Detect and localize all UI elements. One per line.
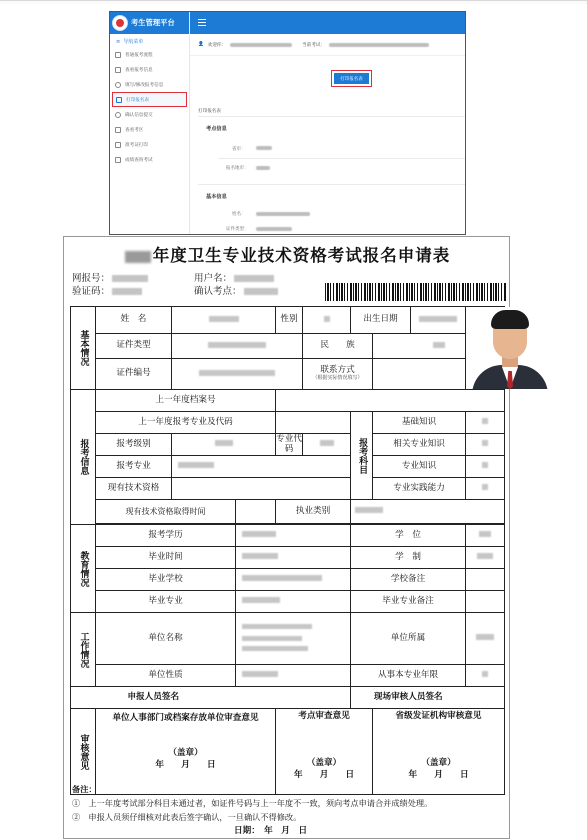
sidebar-item-label: 确认信息提交 xyxy=(125,112,153,118)
welcome-value xyxy=(230,43,292,47)
name-label: 姓名： xyxy=(232,212,246,217)
degree-label: 学 位 xyxy=(351,525,466,547)
last-year-major-value xyxy=(276,412,351,434)
photo-cell xyxy=(466,307,505,390)
edu-degree-value xyxy=(236,525,351,547)
subject-related-value xyxy=(466,434,505,456)
exam-level-label: 报考级别 xyxy=(96,434,172,456)
divider xyxy=(198,116,465,117)
grad-major-value xyxy=(236,591,351,613)
applicant-photo xyxy=(466,307,554,389)
school-system-value xyxy=(466,547,505,569)
review-unit-date: 年 月 日 xyxy=(155,759,216,770)
sidebar-item-process[interactable] xyxy=(110,47,189,62)
subject-major-label: 专业知识 xyxy=(373,456,466,478)
current-qual-time-value xyxy=(236,500,276,524)
id-type-value xyxy=(172,334,303,359)
subject-major-value xyxy=(466,456,505,478)
province-label: 省市： xyxy=(232,147,246,152)
years-in-major-label: 从事本专业年限 xyxy=(351,665,466,687)
unit-name-value xyxy=(236,613,351,665)
contact-label xyxy=(303,359,373,390)
application-form xyxy=(63,236,510,839)
contact-label-text: 联系方式 xyxy=(320,365,355,376)
basic-section-label: 基本情况 xyxy=(71,307,96,390)
review-province-date: 年 月 日 xyxy=(408,769,469,780)
province-value xyxy=(256,146,272,150)
review-province-label: 省级发证机构审核意见 xyxy=(395,711,482,721)
subject-related-label: 相关专业知识 xyxy=(373,434,466,456)
site-value xyxy=(256,166,270,170)
user-icon: 👤 xyxy=(198,42,204,47)
unit-belong-label: 单位所属 xyxy=(351,613,466,665)
year-redacted xyxy=(125,251,151,263)
grad-major-note-value xyxy=(466,591,505,613)
username-label: 用户名： xyxy=(194,273,233,284)
nav-header xyxy=(110,36,189,47)
subject-basic-value xyxy=(466,412,505,434)
sidebar-item-confirm[interactable] xyxy=(110,107,189,122)
list-icon xyxy=(115,67,121,73)
review-section-label: 审核意见 xyxy=(71,709,96,795)
username xyxy=(194,270,274,284)
birthdate-value xyxy=(411,307,466,334)
sidebar-item-view-info[interactable] xyxy=(110,62,189,77)
current-qual-time-label: 现有技术资格取得时间 xyxy=(96,500,236,524)
grad-major-note-label: 毕业专业备注 xyxy=(351,591,466,613)
breadcrumb: 打印报名表 xyxy=(198,109,221,114)
current-qual-label: 现有技术资格 xyxy=(96,478,172,500)
sidebar-item-exam-area[interactable] xyxy=(110,122,189,137)
review-unit-label: 单位人事部门或档案存放单位审查意见 xyxy=(112,713,259,723)
welcome-label: 欢迎你： xyxy=(207,42,227,48)
notes-title: 备注： xyxy=(72,784,97,794)
net-no-value xyxy=(112,275,148,282)
years-in-major-value xyxy=(466,665,505,687)
chart-icon xyxy=(115,157,121,163)
sidebar-item-label: 成绩查询考试 xyxy=(125,157,153,163)
subject-practice-value xyxy=(466,478,505,500)
unit-nature-label: 单位性质 xyxy=(96,665,236,687)
user-info-bar xyxy=(190,34,465,56)
id-type-label: 证件类型 xyxy=(96,334,172,359)
net-no-label: 网报号： xyxy=(72,273,111,284)
grad-major-label: 毕业专业 xyxy=(96,591,236,613)
major-code-label: 专业代码 xyxy=(276,433,302,454)
major-code-value xyxy=(303,434,351,456)
birthdate-label: 出生日期 xyxy=(351,307,411,334)
notes xyxy=(72,782,432,824)
portal-screenshot xyxy=(109,11,466,235)
confirm-site xyxy=(194,283,278,297)
exam-major-label: 报考专业 xyxy=(96,456,172,478)
school-note-value xyxy=(466,569,505,591)
logo-icon xyxy=(112,15,128,31)
current-qual-value xyxy=(172,478,351,500)
sidebar-item-label: 查看报考信息 xyxy=(125,67,153,73)
id-type-label: 证件类型： xyxy=(226,227,249,232)
sidebar-item-print-form[interactable] xyxy=(112,92,187,107)
subject-practice-label: 专业实践能力 xyxy=(373,478,466,500)
site-label: 报名地市： xyxy=(226,166,249,171)
form-title-text: 年度卫生专业技术资格考试报名申请表 xyxy=(152,246,451,265)
applicant-sign-label: 申报人员签名 xyxy=(71,687,236,709)
print-form-button[interactable]: 打印报名表 xyxy=(334,73,369,84)
sidebar-item-label: 准考证打印 xyxy=(125,142,148,148)
verify-label: 验证码： xyxy=(72,286,111,297)
nav-header-label: 导航菜单 xyxy=(123,39,144,45)
review-province-seal: （盖章） xyxy=(421,757,456,768)
last-year-file-no-value xyxy=(276,390,505,412)
exam-section-label: 报考信息 xyxy=(71,390,96,525)
grad-time-label: 毕业时间 xyxy=(96,547,236,569)
barcode-icon xyxy=(325,283,507,301)
form-table xyxy=(70,306,505,795)
review-unit-seal: （盖章） xyxy=(168,748,203,758)
form-title xyxy=(64,242,511,266)
name-label: 姓 名 xyxy=(96,307,172,334)
id-type-value xyxy=(256,227,292,231)
reviewer-sign-label: 现场审核人员签名 xyxy=(351,687,466,709)
print-button-highlight xyxy=(331,70,372,87)
menu-icon: ≡ xyxy=(116,38,121,45)
sidebar-item-label: 填写/修改报考信息 xyxy=(125,82,164,88)
exam-level-value xyxy=(172,434,276,456)
school-label: 毕业学校 xyxy=(96,569,236,591)
sidebar-item-admission[interactable] xyxy=(110,137,189,152)
work-section-label: 工作情况 xyxy=(71,613,96,687)
username-value xyxy=(234,275,274,282)
current-exam-label: 当前考试： xyxy=(302,42,326,48)
unit-nature-value xyxy=(236,665,351,687)
confirm-site-value xyxy=(244,288,278,295)
sidebar-item-edit-info[interactable] xyxy=(110,77,189,92)
divider xyxy=(218,158,465,159)
degree-value xyxy=(466,525,505,547)
review-site-label: 考点审查意见 xyxy=(298,711,350,721)
school-system-label: 学 制 xyxy=(351,547,466,569)
gender-value xyxy=(303,307,351,334)
hamburger-icon[interactable] xyxy=(198,19,206,26)
print-icon xyxy=(116,97,122,103)
sidebar xyxy=(110,12,190,234)
review-site-date: 年 月 日 xyxy=(293,769,355,780)
current-exam-value xyxy=(329,43,429,47)
date-footer: 日期： 年 月 日 xyxy=(234,826,308,836)
practice-type-value xyxy=(351,500,505,524)
verify-value xyxy=(112,288,142,295)
gender-label: 性别 xyxy=(276,307,303,334)
unit-name-label: 单位名称 xyxy=(96,613,236,665)
last-year-file-no-label: 上一年度档案号 xyxy=(96,390,276,412)
brand-header xyxy=(110,12,189,34)
edit-icon xyxy=(115,82,121,88)
sidebar-item-score[interactable] xyxy=(110,152,189,167)
app-title: 考生管理平台 xyxy=(131,18,175,27)
edu-section-label: 教育情况 xyxy=(71,525,96,613)
grad-time-value xyxy=(236,547,351,569)
top-bar xyxy=(190,12,465,34)
edu-degree-label: 报考学历 xyxy=(96,525,236,547)
document-icon xyxy=(115,52,121,58)
id-no-value xyxy=(172,359,303,390)
ticket-icon xyxy=(115,142,121,148)
check-icon xyxy=(115,112,121,118)
subjects-label: 报考科目 xyxy=(351,412,373,500)
name-value xyxy=(172,307,276,334)
sidebar-item-label: 查看考区 xyxy=(125,127,144,133)
name-value xyxy=(256,212,310,216)
divider xyxy=(198,184,465,185)
practice-type-label: 执业类别 xyxy=(276,500,351,524)
last-year-major-label: 上一年度报考专业及代码 xyxy=(96,412,276,434)
subject-basic-label: 基础知识 xyxy=(373,412,466,434)
window-top-edge xyxy=(0,0,587,4)
unit-belong-value xyxy=(466,613,505,665)
contact-note: （根据实际情况填写） xyxy=(312,375,363,382)
section-basic-info: 基本信息 xyxy=(206,194,227,200)
id-no-label: 证件编号 xyxy=(96,359,172,390)
school-note-label: 学校备注 xyxy=(351,569,466,591)
sidebar-item-label: 打印报名表 xyxy=(126,97,149,103)
sidebar-item-label: 普通报考流程 xyxy=(125,52,153,58)
reviewer-sign-value xyxy=(466,687,505,709)
confirm-site-label: 确认考点： xyxy=(194,286,242,297)
review-site-seal: （盖章） xyxy=(306,757,342,768)
note-2: ② 申报人员须仔细核对此表后签字确认，一旦确认不得修改。 xyxy=(72,812,302,822)
ethnicity-label: 民 族 xyxy=(303,334,373,359)
net-no xyxy=(72,270,148,284)
school-value xyxy=(236,569,351,591)
applicant-sign-value xyxy=(236,687,351,709)
section-exam-site: 考点信息 xyxy=(206,126,227,132)
note-1: ① 上一年度考试部分科目未通过者，如证件号码与上一年度不一致，须向考点申请合并成绩处理。 xyxy=(72,798,433,808)
verify-code xyxy=(72,283,142,297)
exam-major-value xyxy=(172,456,351,478)
location-icon xyxy=(115,127,121,133)
